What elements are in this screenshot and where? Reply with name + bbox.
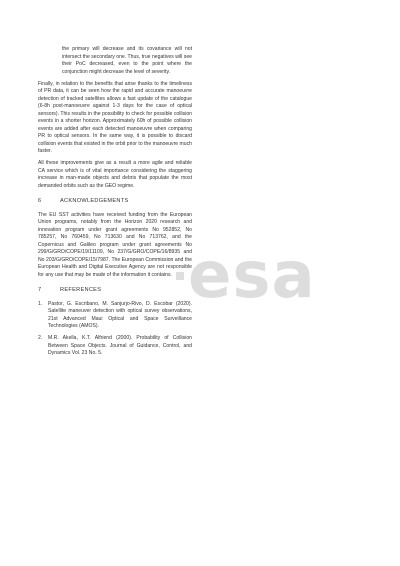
main-column bbox=[38, 46, 192, 362]
body-paragraph-improvements: All these improvements give as a result a more agile and reliable CA service which is of vital importance considering the staggering increase in man-made objects and debris that populate the most demanded orbits such as the GEO regime. bbox=[38, 160, 192, 189]
esa-watermark-logo: esa bbox=[188, 239, 316, 313]
section-title: ACKNOWLEDGEMENTS bbox=[60, 198, 129, 204]
body-paragraph-timeliness: Finally, in relation to the benefits that arise thanks to the timeliness of PR data, it can be seen how the rapid and accurate manoeuvre detection of tracked satellites allows a fast update of the catalogue (6-8h post-manoeuvre against 1-3 days for the case of optical sensors). This results in the possibility to check for possible collision events in a shorter horizon. Approximately 60h of possible collision events are added after each detected manoeuvre when comparing PR to optical sensors. In the same way, it is possible to discard collision events that existed in the orbit prior to the manoeuvre much faster. bbox=[38, 80, 192, 154]
section-number: 6 bbox=[38, 198, 42, 204]
reference-number: 1. bbox=[38, 300, 43, 307]
continued-bullet-text: the primary will decrease and its covariance will not intersect the secondary one. Thus, true negatives will see their PoC decreased, even to the point where the conjunction might decrease the level of severity. bbox=[62, 46, 192, 75]
section-title: REFERENCES bbox=[60, 287, 102, 293]
reference-text: M.R. Akella, K.T. Alfriend (2000). Probability of Collision Between Space Objects. Journal of Guidance, Control, and Dynamics Vol. 23 No. 5. bbox=[48, 335, 192, 356]
acknowledgements-text: The EU SST activities have received funding from the European Union programs, notably from the Horizon 2020 research and innovation program under grant agreements No 952852, No 785257, No 760459, No 713630 and No 713762, and the Copernicus and Galileo program under grant agreements No 299/G/GRO/COPE/19/11109, No 237/G/GRO/COPE/16/8935 and No 203/G/GRO/COPE/15/7987. The European Commission and the European Health and Digital Executive Agency are not responsible for any use that may be made of the information it contains. bbox=[38, 211, 192, 278]
section-number: 7 bbox=[38, 287, 42, 293]
reference-number: 2. bbox=[38, 335, 43, 341]
watermark-logo-mark bbox=[176, 272, 184, 280]
references-heading bbox=[38, 287, 192, 295]
acknowledgements-heading bbox=[38, 198, 192, 206]
reference-item bbox=[38, 335, 192, 358]
reference-text: Pastor, G. Escribano, M. Sanjurjo-Rivo, D. Escobar (2020). Satellite maneuver detection with optical survey observations, 21st Advanced Maui Optical and Space Surveillance Technologies (AMOS). bbox=[48, 300, 192, 329]
reference-item bbox=[38, 301, 192, 331]
